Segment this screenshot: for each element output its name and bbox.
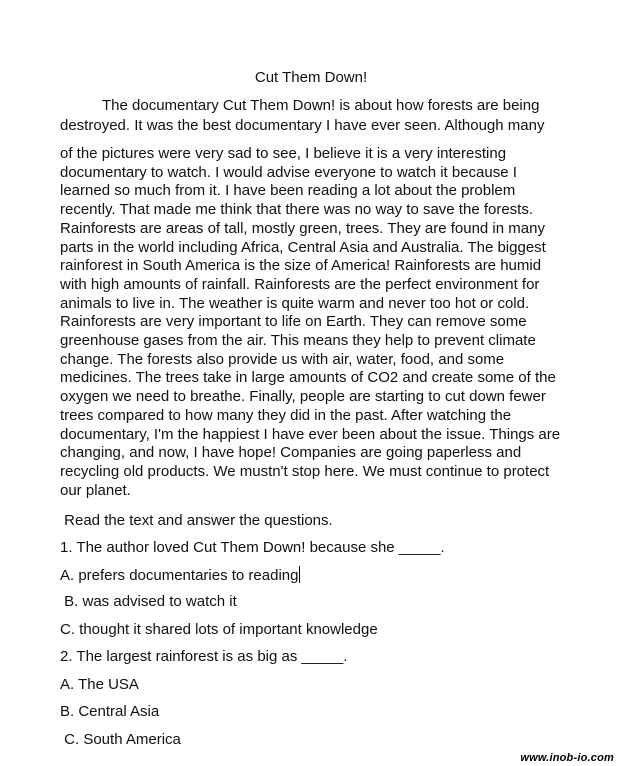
text-line: learned so much from it. I have been reading a lot about the problem	[60, 182, 516, 200]
paragraph-body	[60, 145, 580, 500]
text-line: Rainforests are very important to life on Earth. They can remove some	[60, 313, 527, 331]
instructions: Read the text and answer the questions.	[60, 512, 333, 529]
question-2-prompt: 2. The largest rainforest is as big as _____.	[60, 648, 348, 665]
question-2-option-c[interactable]: C. South America	[60, 731, 181, 748]
text-line: recently. That made me think that there was no way to save the forests.	[60, 201, 534, 219]
text-line: greenhouse gases from the air. This means they help to prevent climate	[60, 332, 536, 350]
text-line: Rainforests are areas of tall, mostly green, trees. They are found in many	[60, 219, 545, 237]
question-1-option-b[interactable]: B. was advised to watch it	[60, 593, 237, 610]
question-1-option-a[interactable]	[60, 566, 300, 585]
text-line: documentary, I'm the happiest I have ever been about the issue. Things are	[60, 425, 561, 443]
text-line: recycling old products. We mustn't stop here. We must continue to protect	[60, 462, 550, 480]
text-line: The documentary Cut Them Down! is about how forests are being	[102, 97, 540, 114]
text-line: changing, and now, I have hope! Companies are going paperless and	[60, 444, 522, 462]
question-2-option-b[interactable]: B. Central Asia	[60, 703, 160, 720]
text-line: of the pictures were very sad to see, I believe it is a very interesting	[60, 145, 507, 162]
document-title: Cut Them Down!	[254, 69, 368, 86]
text-line: our planet.	[60, 481, 131, 499]
text-line: trees compared to how many they did in the past. After watching the	[60, 406, 512, 424]
question-1-option-c[interactable]: C. thought it shared lots of important knowledge	[60, 621, 378, 638]
text-line: destroyed. It was the best documentary I have ever seen. Although many	[60, 117, 545, 134]
text-line: rainforest in South America is the size of America! Rainforests are humid	[60, 257, 542, 275]
text-line: change. The forests also provide us with air, water, food, and some	[60, 350, 505, 368]
question-1-prompt: 1. The author loved Cut Them Down! because she _____.	[60, 539, 445, 556]
option-text: A. prefers documentaries to reading	[60, 567, 299, 584]
text-cursor	[299, 566, 300, 583]
text-line: animals to live in. The weather is quite warm and never too hot or cold.	[60, 294, 530, 312]
text-line: oxygen we need to breathe. Finally, people are starting to cut down fewer	[60, 388, 546, 406]
text-line: with high amounts of rainfall. Rainforests are the perfect environment for	[60, 275, 540, 293]
text-line: parts in the world including Africa, Central Asia and Australia. The biggest	[60, 238, 546, 256]
text-line: medicines. The trees take in large amounts of CO2 and create some of the	[60, 369, 556, 387]
watermark: www.inob-io.com	[520, 752, 614, 764]
question-2-option-a[interactable]: A. The USA	[60, 676, 139, 693]
paragraph-intro	[60, 96, 560, 136]
text-line: documentary to watch. I would advise everyone to watch it because I	[60, 163, 517, 181]
